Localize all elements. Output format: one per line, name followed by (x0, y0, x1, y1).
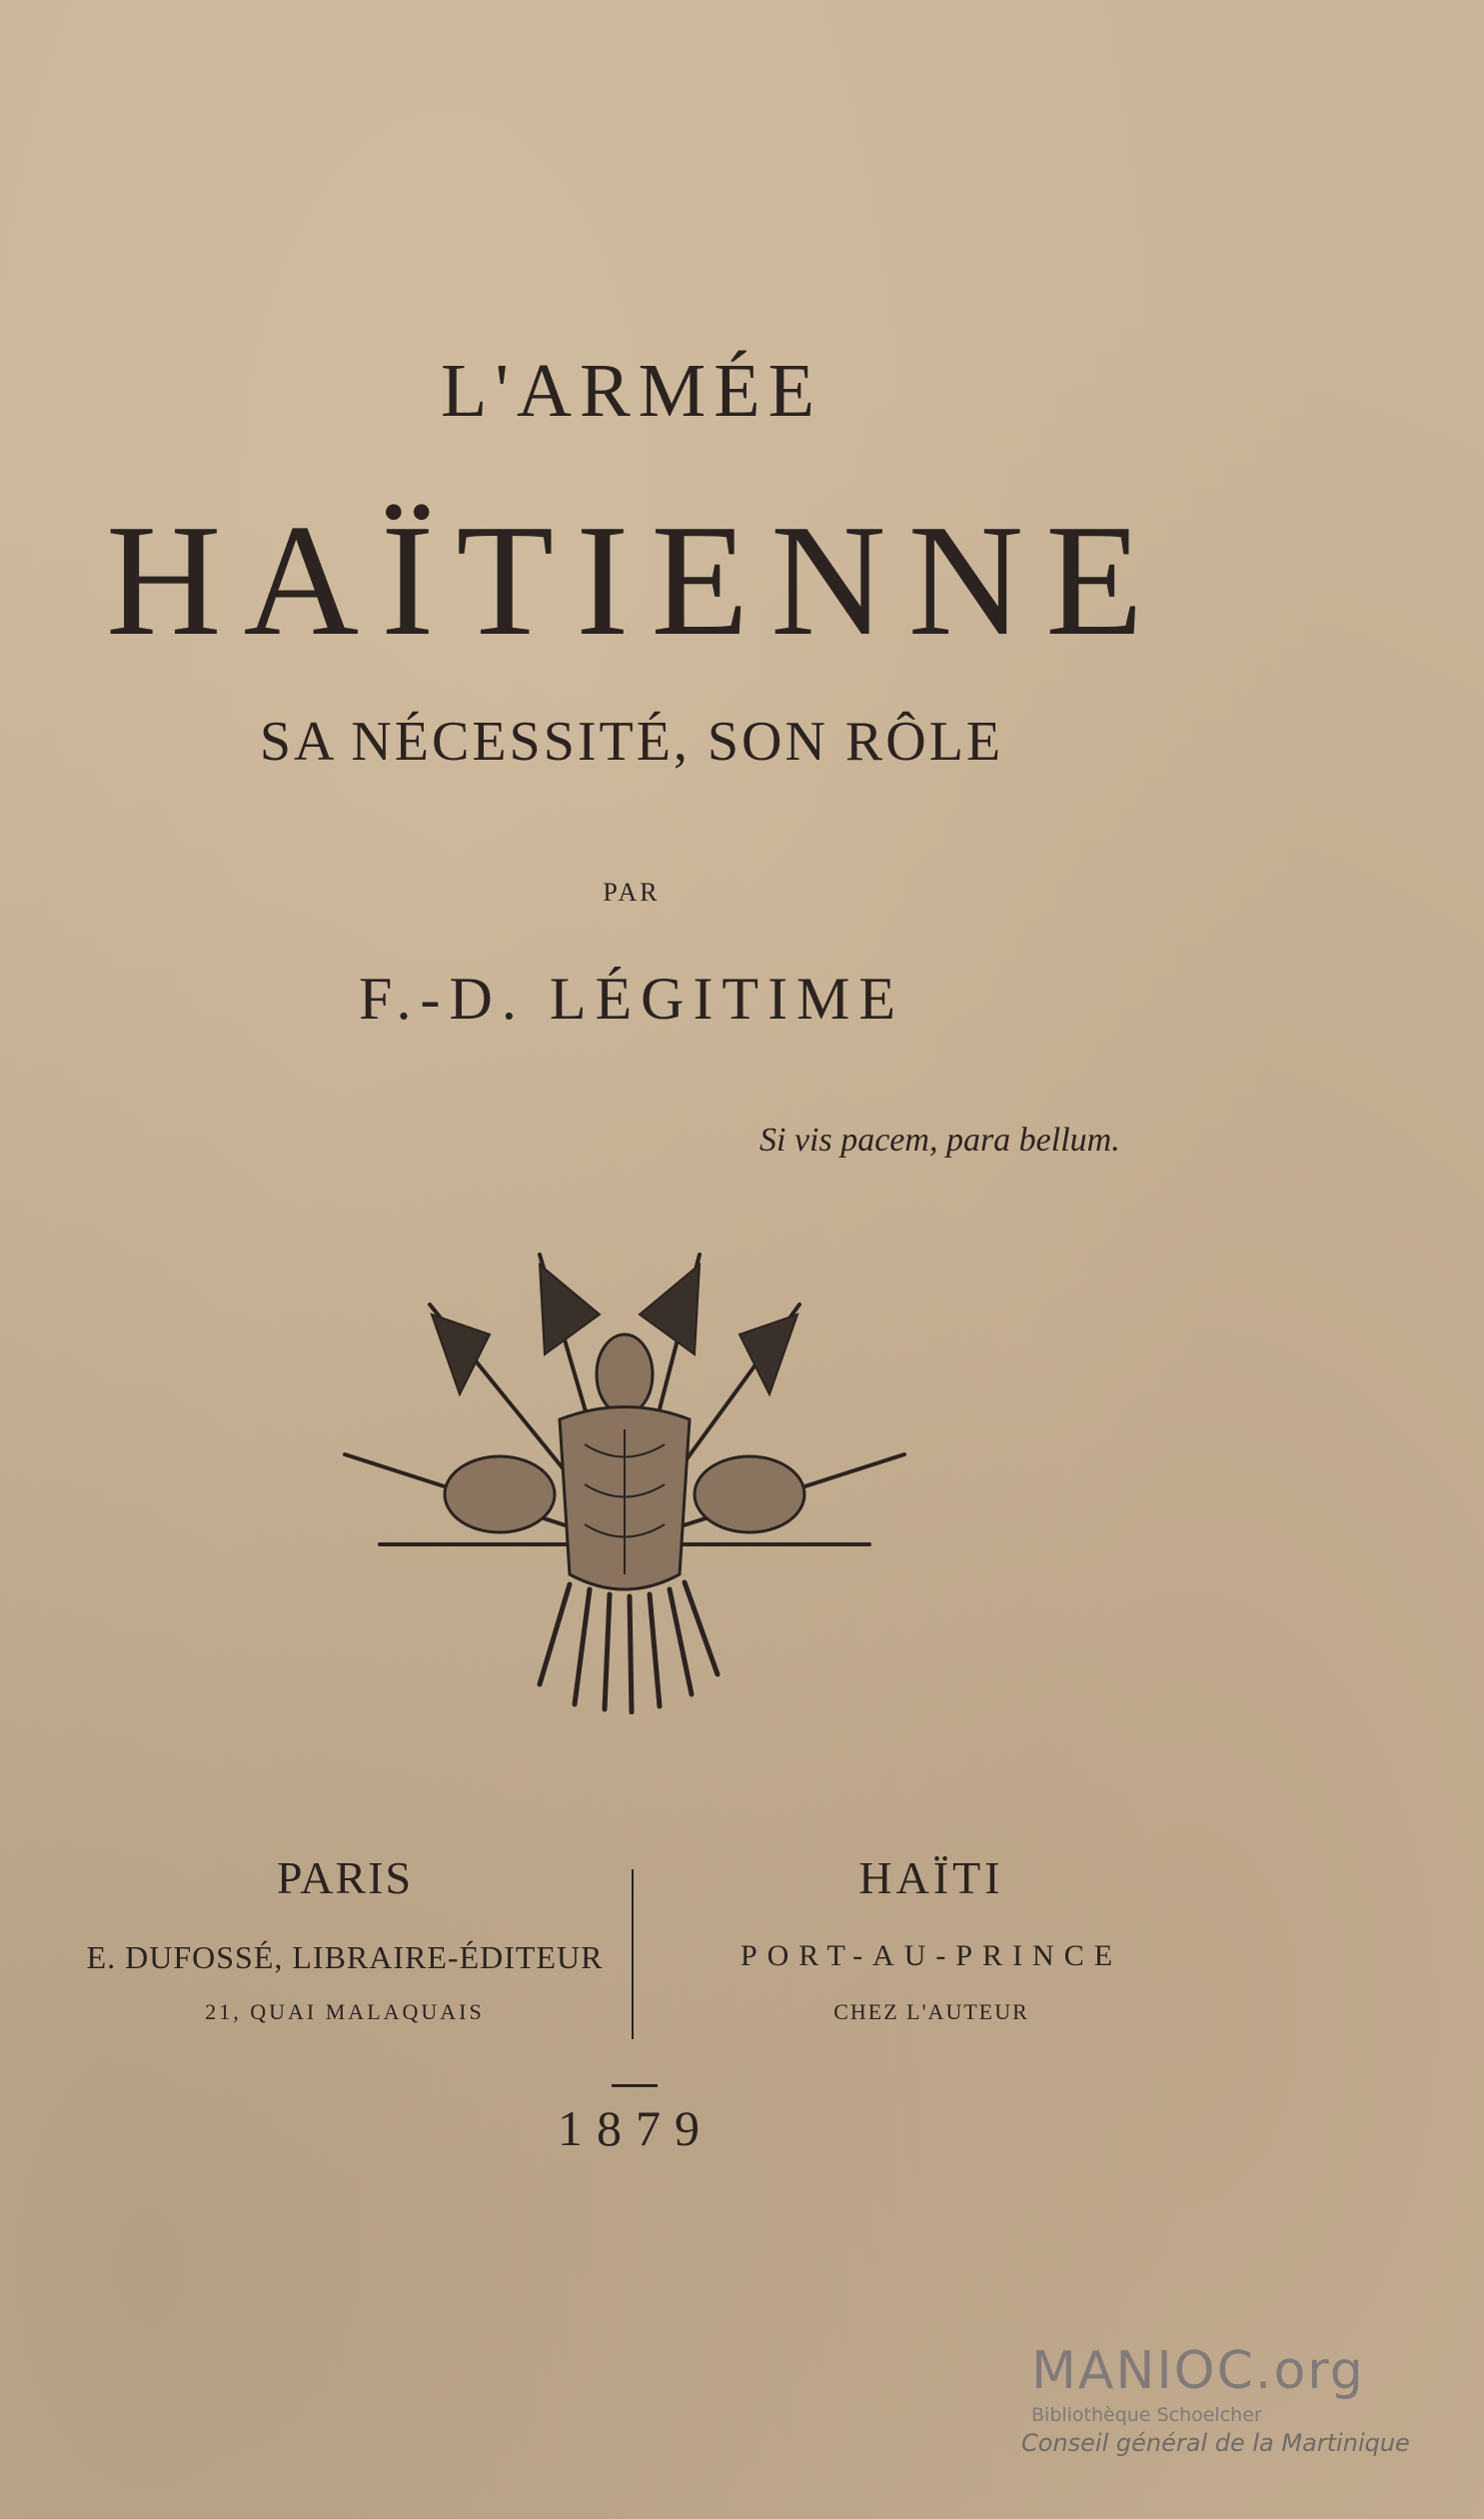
imprint-city-right: PORT-AU-PRINCE (740, 1939, 1123, 1972)
epigraph: Si vis pacem, para bellum. (759, 1122, 1120, 1159)
watermark-council: Conseil général de la Martinique (1021, 2429, 1410, 2457)
year-rule (612, 2084, 658, 2087)
publisher-address: 21, QUAI MALAQUAIS (205, 1999, 485, 2024)
publication-year: 1879 (558, 2100, 714, 2156)
imprint-note: CHEZ L'AUTEUR (833, 1999, 1029, 2024)
author-name: F.-D. LÉGITIME (358, 966, 905, 1032)
subtitle: SA NÉCESSITÉ, SON RÔLE (259, 711, 1004, 773)
title-main: HAÏTIENNE (106, 491, 1165, 669)
watermark-library: Bibliothèque Schoelcher (1031, 2404, 1262, 2426)
title-line-1: L'ARMÉE (440, 349, 823, 433)
watermark-logo: MANIOC.org (1031, 2341, 1365, 2401)
imprint-city-left: PARIS (276, 1852, 414, 1903)
imprint-country-right: HAÏTI (858, 1852, 1004, 1903)
by-label: PAR (603, 878, 661, 907)
publisher: E. DUFOSSÉ, LIBRAIRE-ÉDITEUR (86, 1939, 604, 1975)
imprint-divider (632, 1869, 634, 2039)
military-trophy-engraving-icon (340, 1245, 909, 1714)
